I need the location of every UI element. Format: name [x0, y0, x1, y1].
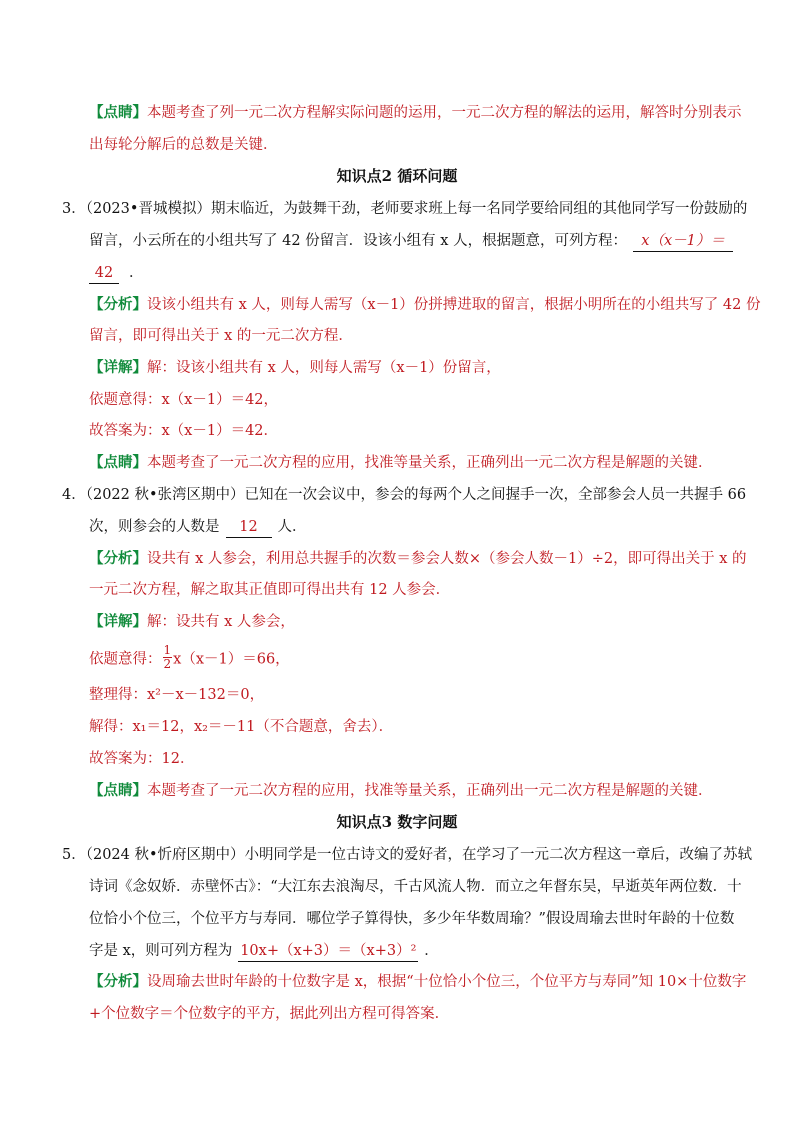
analysis-line: 【分析】设该小组共有 x 人，则每人需写（x－1）份拼搏进取的留言，根据小明所在的小组共写了 42 份: [89, 296, 761, 313]
section-heading: 知识点2 循环问题: [336, 167, 458, 185]
analysis-line: 【分析】设周瑜去世时年龄的十位数字是 x，根据“十位恰小个位三，个位平方与寿同”知 10×十位数字: [89, 973, 747, 990]
comment-line: 【点睛】本题考查了一元二次方程的应用，找准等量关系，正确列出一元二次方程是解题的关键．: [89, 454, 713, 471]
comment-line: 【点睛】本题考查了一元二次方程的应用，找准等量关系，正确列出一元二次方程是解题的关键．: [89, 782, 713, 799]
question-3-line: 留言，小云所在的小组共写了 42 份留言．设该小组有 x 人，根据题意，可列方程： x（x－1）＝: [89, 231, 733, 252]
question-3-line: 42 ．: [89, 263, 144, 284]
fraction-one-half: $\frac{1}{2}$: [163, 643, 172, 671]
question-5-line: 5．（2024 秋•忻府区期中）小明同学是一位古诗文的爱好者，在学习了一元二次方程这一章后，改编了苏轼: [62, 847, 753, 863]
comment-line: 出每轮分解后的总数是关键．: [89, 137, 278, 153]
analysis-line: 【分析】设共有 x 人参会，利用总共握手的次数＝参会人数×（参会人数－1）÷2，即可得出关于 x 的: [89, 550, 747, 567]
answer-blank: 42: [89, 263, 119, 284]
detail-line: 依题意得：x（x－1）＝42，: [89, 392, 279, 408]
question-4-line: 4．（2022 秋•张湾区期中）已知在一次会议中，参会的每两个人之间握手一次，全部参会人员一共握手 66: [62, 487, 747, 503]
detail-line: 【详解】解：设该小组共有 x 人，则每人需写（x－1）份留言，: [89, 359, 501, 376]
detail-line: 整理得：x²－x－132＝0，: [89, 687, 265, 703]
answer-blank: x（x－1）＝: [633, 231, 733, 252]
comment-line: 【点睛】本题考查了列一元二次方程解实际问题的运用，一元二次方程的解法的运用，解答时分别表示: [89, 104, 742, 121]
answer-blank: 12: [226, 517, 272, 538]
detail-line: 依题意得： $\frac{1}{2}$ x（x－1）＝66，: [89, 643, 290, 671]
detail-line: 解得：x₁＝12，x₂＝－11（不合题意，舍去）．: [89, 719, 394, 735]
question-5-line: 位恰小个位三，个位平方与寿同．哪位学子算得快，多少年华数周瑜？”假设周瑜去世时年龄的十位数: [89, 911, 735, 927]
answer-blank: 10x+（x+3）＝（x+3）²: [238, 941, 418, 962]
analysis-line: +个位数字＝个位数字的平方，据此列出方程可得答案．: [89, 1006, 450, 1022]
analysis-line: 留言，即可得出关于 x 的一元二次方程．: [89, 328, 353, 344]
question-5-line: 字是 x，则可列方程为 10x+（x+3）＝（x+3）² ．: [89, 941, 439, 962]
question-3-line: 3．（2023•晋城模拟）期末临近，为鼓舞干劲，老师要求班上每一名同学要给同组的其他同学写一份鼓励的: [62, 201, 748, 217]
section-heading: 知识点3 数字问题: [336, 813, 458, 831]
detail-line: 【详解】解：设共有 x 人参会，: [89, 613, 295, 630]
detail-line: 故答案为：12．: [89, 751, 195, 767]
analysis-line: 一元二次方程，解之取其正值即可得出共有 12 人参会．: [89, 582, 451, 598]
detail-line: 故答案为：x（x－1）＝42．: [89, 423, 279, 439]
question-5-line: 诗词《念奴娇．赤壁怀古》：“大江东去浪淘尽，千古风流人物．而立之年督东吴，早逝英年两位数．十: [89, 879, 742, 895]
question-4-line: 次，则参会的人数是 12 人．: [89, 517, 307, 538]
